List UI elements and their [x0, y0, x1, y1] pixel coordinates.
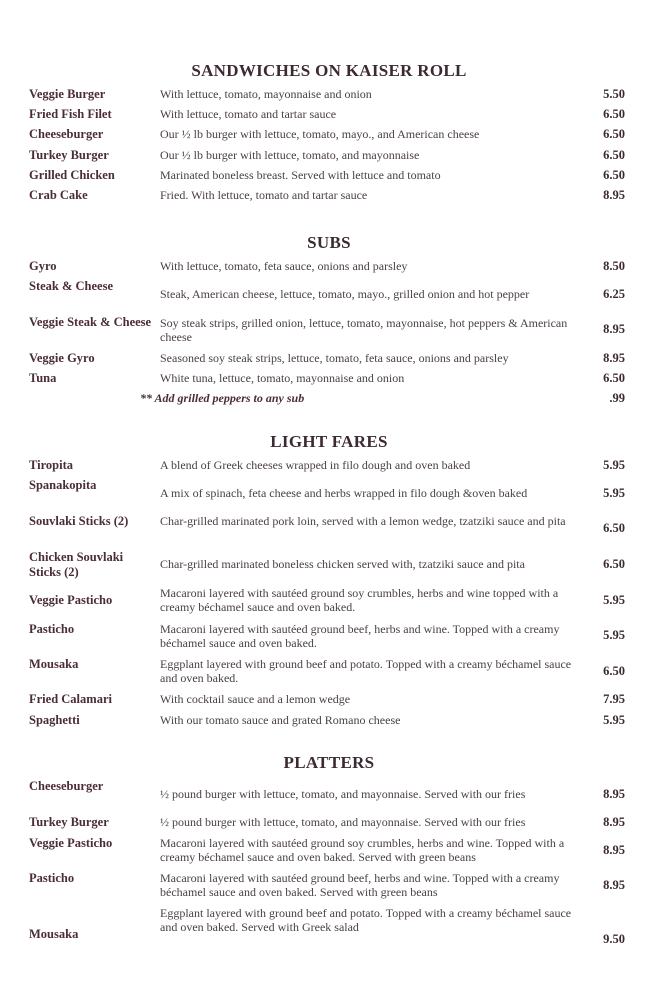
item-price: 6.50: [603, 521, 625, 535]
item-price: 6.50: [603, 168, 625, 182]
item-description: Our ½ lb burger with lettuce, tomato, and mayonnaise: [160, 148, 420, 162]
item-description: With lettuce, tomato, mayonnaise and onion: [160, 87, 372, 101]
item-description: With our tomato sauce and grated Romano cheese: [160, 713, 401, 727]
item-name: Pasticho: [29, 622, 75, 636]
item-description: Macaroni layered with sautéed ground soy crumbles, herbs and wine. Topped with a creamy béchamel sauce and oven baked. Served with green beans: [160, 836, 565, 864]
item-description: Our ½ lb burger with lettuce, tomato, mayo., and American cheese: [160, 127, 480, 141]
item-price: 6.50: [603, 557, 625, 571]
item-price: 8.95: [603, 843, 625, 857]
item-name: Tuna: [29, 371, 57, 385]
item-description: Macaroni layered with sautéed ground soy crumbles, herbs and wine topped with a creamy béchamel sauce and oven baked.: [160, 586, 559, 614]
item-price: 8.95: [603, 322, 625, 336]
item-name: Mousaka: [29, 927, 79, 941]
item-name: Veggie Pasticho: [29, 593, 113, 607]
item-name: Veggie Burger: [29, 87, 106, 101]
section-title-sandwiches: SANDWICHES ON KAISER ROLL: [191, 61, 467, 80]
item-description: Marinated boneless breast. Served with lettuce and tomato: [160, 168, 441, 182]
item-description: White tuna, lettuce, tomato, mayonnaise and onion: [160, 371, 405, 385]
item-description: With cocktail sauce and a lemon wedge: [160, 692, 351, 706]
item-description: A mix of spinach, feta cheese and herbs wrapped in filo dough &oven baked: [160, 486, 528, 500]
item-price: 6.50: [603, 371, 625, 385]
item-description: A blend of Greek cheeses wrapped in filo dough and oven baked: [160, 458, 471, 472]
subs-addon-price: .99: [609, 391, 625, 405]
item-name: Spanakopita: [29, 478, 97, 492]
item-price: 5.95: [603, 458, 625, 472]
item-description: Seasoned soy steak strips, lettuce, tomato, feta sauce, onions and parsley: [160, 351, 509, 365]
item-description: With lettuce, tomato, feta sauce, onions and parsley: [160, 259, 408, 273]
item-description: Eggplant layered with ground beef and potato. Topped with a creamy béchamel sauce and oven baked.: [160, 657, 572, 685]
item-price: 6.50: [603, 664, 625, 678]
item-price: 8.95: [603, 188, 625, 202]
item-price: 8.50: [603, 259, 625, 273]
item-name: Turkey Burger: [29, 815, 109, 829]
item-name: Fried Calamari: [29, 692, 112, 706]
item-name: Crab Cake: [29, 188, 88, 202]
item-name: Pasticho: [29, 871, 75, 885]
item-description: Eggplant layered with ground beef and potato. Topped with a creamy béchamel sauce and oven baked. Served with Greek salad: [160, 906, 572, 934]
item-price: 5.95: [603, 628, 625, 642]
item-name: Turkey Burger: [29, 148, 109, 162]
item-description: With lettuce, tomato and tartar sauce: [160, 107, 337, 121]
item-description: Char-grilled marinated boneless chicken served with, tzatziki sauce and pita: [160, 557, 525, 571]
item-name: Fried Fish Filet: [29, 107, 112, 121]
item-name: Mousaka: [29, 657, 79, 671]
item-description: ½ pound burger with lettuce, tomato, and mayonnaise. Served with our fries: [160, 787, 526, 801]
item-price: 6.50: [603, 148, 625, 162]
item-name: Veggie Pasticho: [29, 836, 113, 850]
item-price: 5.50: [603, 87, 625, 101]
item-description: Fried. With lettuce, tomato and tartar sauce: [160, 188, 368, 202]
item-price: 9.50: [603, 932, 625, 946]
item-price: 6.50: [603, 107, 625, 121]
item-price: 5.95: [603, 593, 625, 607]
item-description: Char-grilled marinated pork loin, served with a lemon wedge, tzatziki sauce and pita: [160, 514, 566, 528]
section-title-light-fares: LIGHT FARES: [270, 432, 388, 451]
item-name: Steak & Cheese: [29, 279, 114, 293]
item-price: 8.95: [603, 878, 625, 892]
item-price: 7.95: [603, 692, 625, 706]
item-description: Macaroni layered with sautéed ground beef, herbs and wine. Topped with a creamy béchamel sauce and oven baked. Served with green beans: [160, 871, 560, 899]
item-name: Veggie Steak & Cheese: [29, 315, 152, 329]
section-title-platters: PLATTERS: [283, 753, 375, 772]
item-price: 8.95: [603, 787, 625, 801]
item-name: Cheeseburger: [29, 779, 104, 793]
item-name: Veggie Gyro: [29, 351, 95, 365]
item-price: 8.95: [603, 815, 625, 829]
item-name: Cheeseburger: [29, 127, 104, 141]
item-description: Soy steak strips, grilled onion, lettuce, tomato, mayonnaise, hot peppers & American cheese: [160, 316, 568, 344]
item-description: Macaroni layered with sautéed ground beef, herbs and wine. Topped with a creamy béchamel sauce and oven baked.: [160, 622, 560, 650]
item-description: ½ pound burger with lettuce, tomato, and mayonnaise. Served with our fries: [160, 815, 526, 829]
item-name: Tiropita: [29, 458, 73, 472]
item-name: Gyro: [29, 259, 57, 273]
item-description: Steak, American cheese, lettuce, tomato, mayo., grilled onion and hot pepper: [160, 287, 530, 301]
item-price: 5.95: [603, 486, 625, 500]
item-price: 5.95: [603, 713, 625, 727]
item-name: Grilled Chicken: [29, 168, 115, 182]
item-price: 6.25: [603, 287, 625, 301]
section-title-subs: SUBS: [307, 233, 351, 252]
subs-addon-note: ** Add grilled peppers to any sub: [140, 391, 305, 405]
item-price: 6.50: [603, 127, 625, 141]
item-price: 8.95: [603, 351, 625, 365]
item-name: Souvlaki Sticks (2): [29, 514, 129, 528]
item-name: Chicken Souvlaki Sticks (2): [29, 550, 124, 579]
item-name: Spaghetti: [29, 713, 80, 727]
